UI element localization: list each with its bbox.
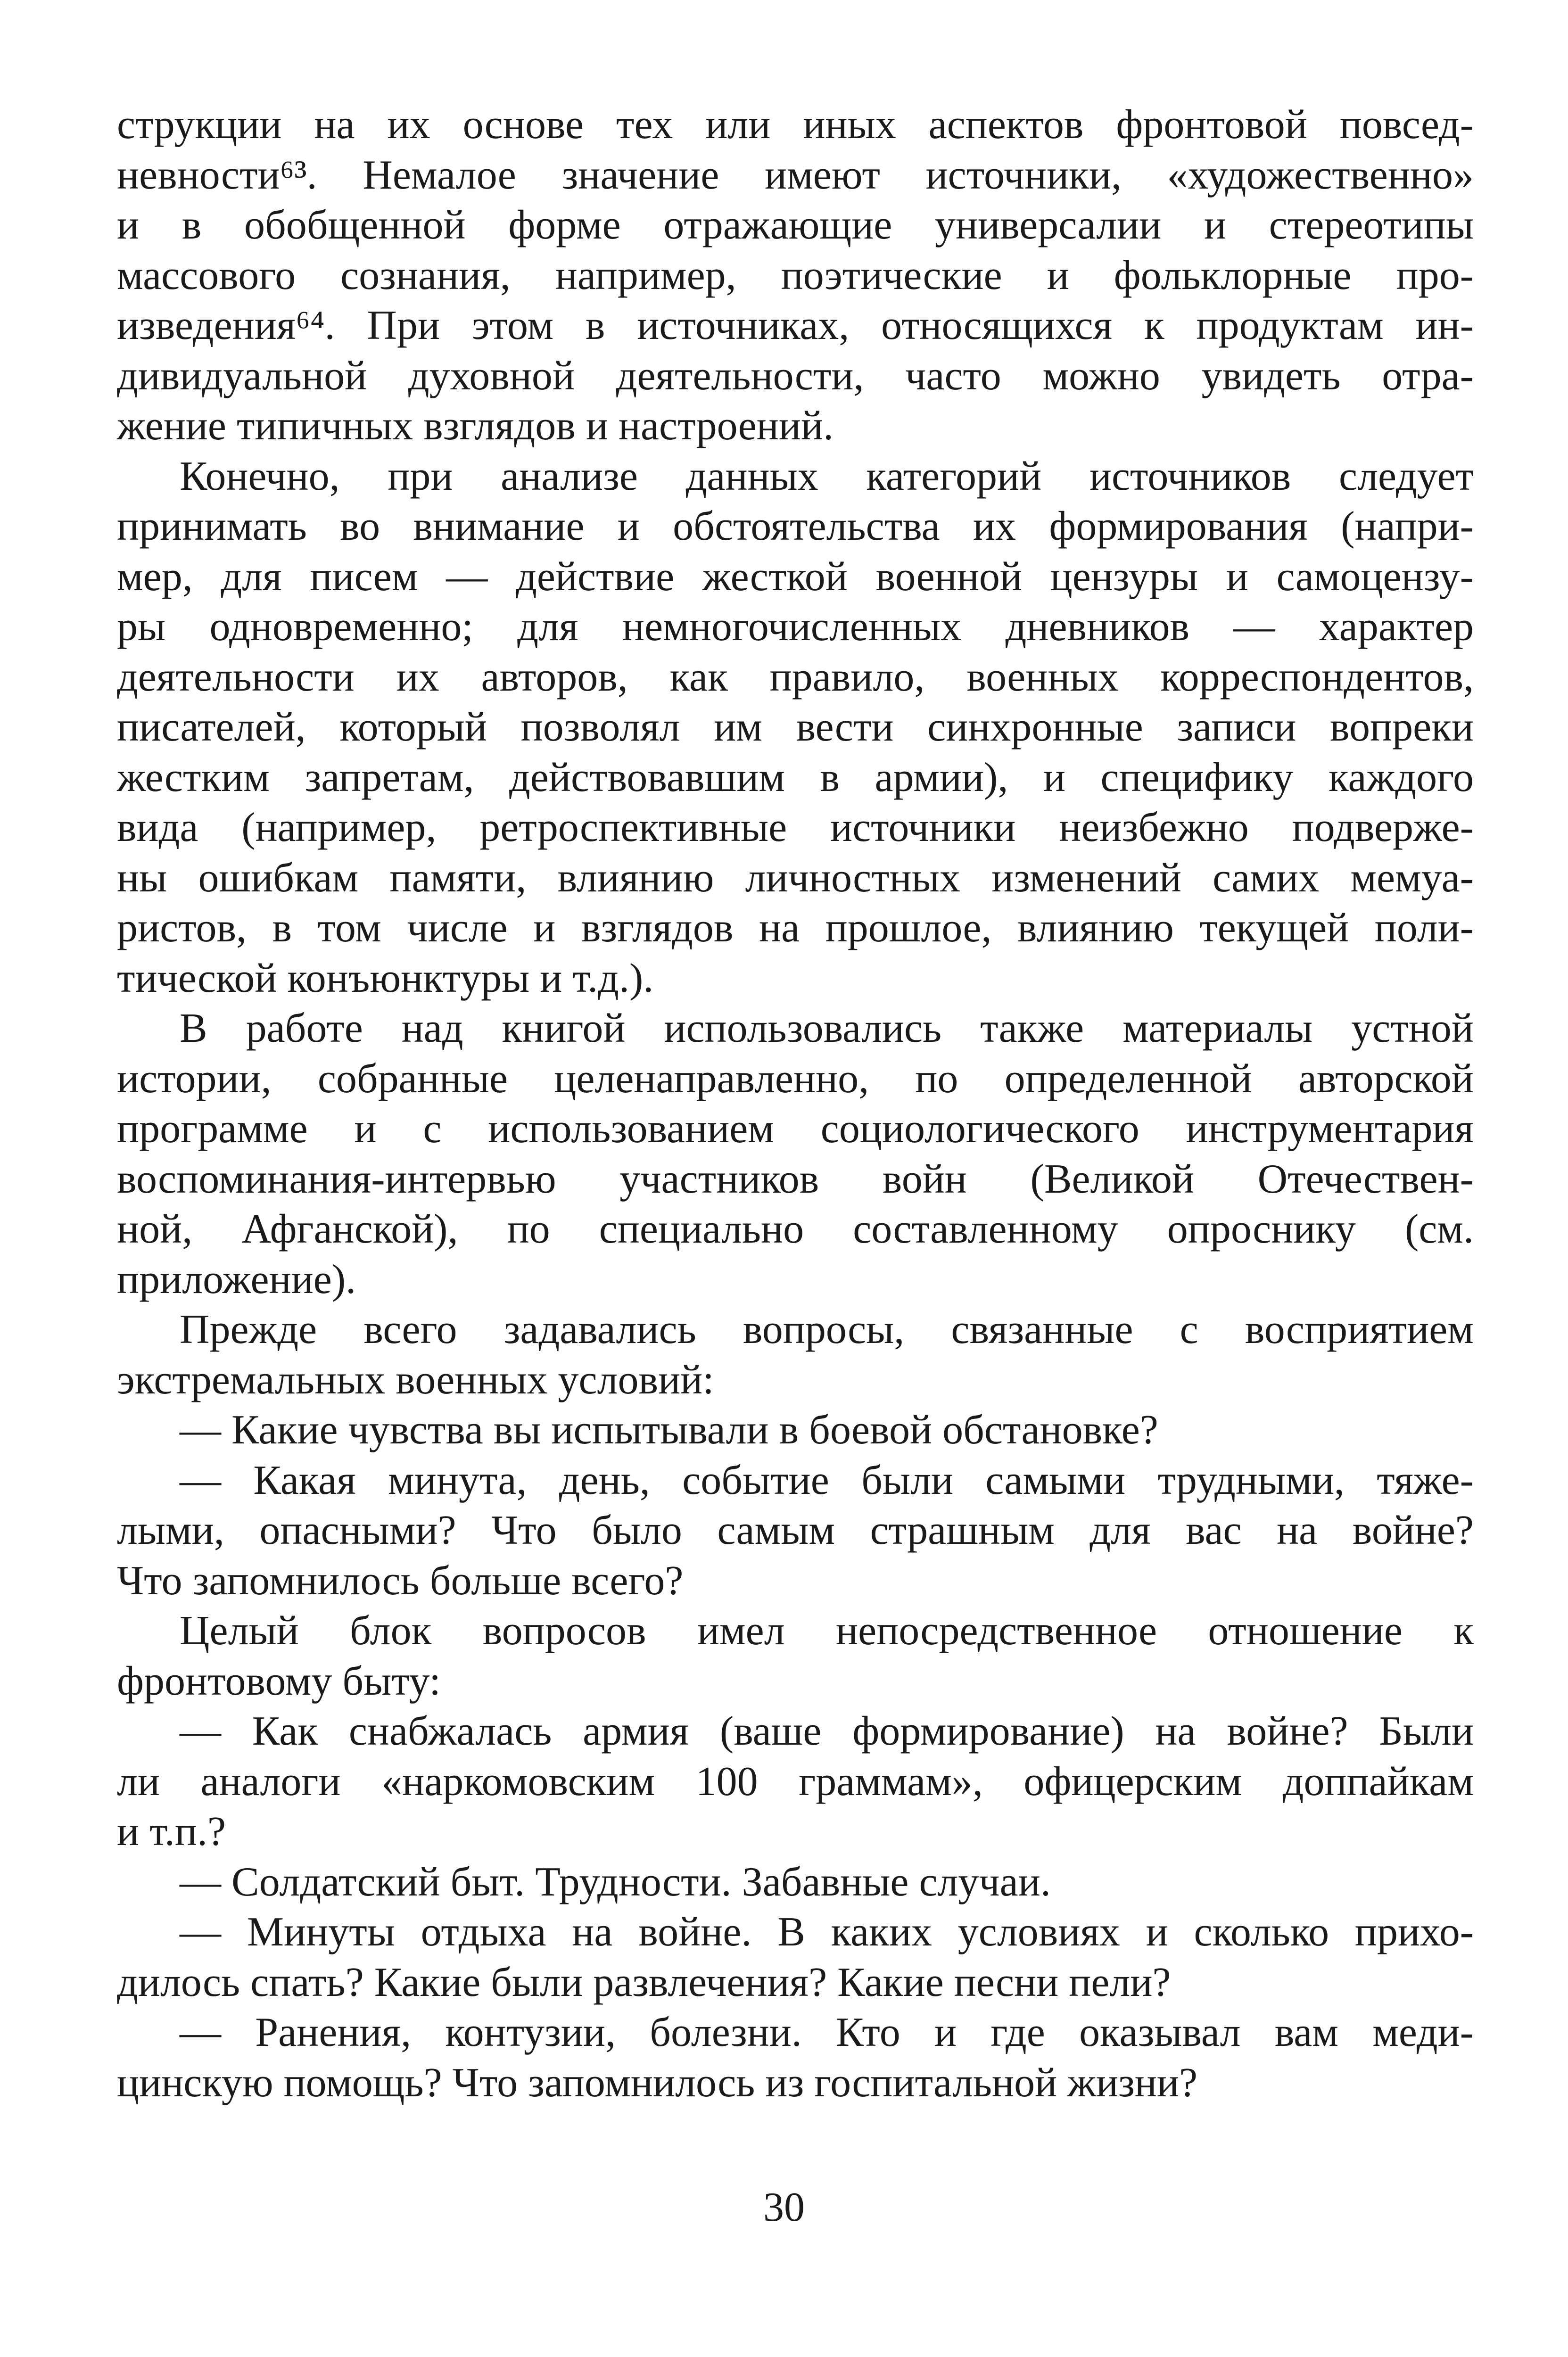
text-line: тической конъюнктуры и т.д.). bbox=[117, 955, 654, 1001]
text-line: деятельности их авторов, как правило, военных корреспондентов, bbox=[117, 654, 1474, 700]
text-line: лыми, опасными? Что было самым страшным для вас на войне? bbox=[117, 1508, 1474, 1553]
text-line: писателей, который позволял им вести синхронные записи вопреки bbox=[117, 704, 1474, 750]
text-line: — Ранения, контузии, болезни. Кто и где оказывал вам меди- bbox=[180, 2010, 1474, 2055]
body-text bbox=[117, 100, 1474, 2108]
text-line: изведения⁶⁴. При этом в источниках, относящихся к продуктам ин- bbox=[117, 303, 1474, 348]
text-line: дивидуальной духовной деятельности, часто можно увидеть отра- bbox=[117, 353, 1474, 399]
text-line: вида (например, ретроспективные источники неизбежно подверже- bbox=[117, 805, 1474, 850]
text-line: программе и с использованием социологического инструментария bbox=[117, 1106, 1474, 1152]
text-line: Конечно, при анализе данных категорий источников следует bbox=[180, 453, 1474, 499]
text-line: жестким запретам, действовавшим в армии), и специфику каждого bbox=[117, 754, 1474, 800]
text-line: ли аналоги «наркомовским 100 граммам», офицерским доппайкам bbox=[117, 1758, 1474, 1805]
text-line: массового сознания, например, поэтические и фольклорные про- bbox=[117, 252, 1474, 298]
text-line: приложение). bbox=[117, 1256, 356, 1302]
text-line: В работе над книгой использовались также материалы устной bbox=[180, 1005, 1474, 1051]
text-line: мер, для писем — действие жесткой военной цензуры и самоцензу- bbox=[117, 553, 1474, 600]
text-line: ной, Афганской), по специально составленному опроснику (см. bbox=[117, 1206, 1474, 1252]
text-line: — Минуты отдыха на войне. В каких условиях и сколько прихо- bbox=[180, 1909, 1474, 1955]
text-line: жение типичных взглядов и настроений. bbox=[117, 403, 834, 449]
text-line: ры одновременно; для немногочисленных дневников — характер bbox=[117, 604, 1474, 650]
text-line: Целый блок вопросов имел непосредственное отношение к bbox=[180, 1608, 1474, 1654]
text-line: — Солдатский быт. Трудности. Забавные случаи. bbox=[180, 1859, 1051, 1905]
text-line: и т.п.? bbox=[117, 1809, 226, 1854]
text-line: цинскую помощь? Что запомнилось из госпитальной жизни? bbox=[117, 2060, 1198, 2106]
text-line: и в обобщенной форме отражающие универсалии и стереотипы bbox=[117, 202, 1474, 248]
text-line: — Как снабжалась армия (ваше формирование) на войне? Были bbox=[180, 1708, 1474, 1754]
text-line: принимать во внимание и обстоятельства их формирования (напри- bbox=[117, 503, 1474, 549]
text-line: дилось спать? Какие были развлечения? Какие песни пели? bbox=[117, 1959, 1171, 2005]
text-line: воспоминания-интервью участников войн (Великой Отечествен- bbox=[117, 1156, 1474, 1202]
text-line: экстремальных военных условий: bbox=[117, 1357, 714, 1403]
text-line: струкции на их основе тех или иных аспектов фронтовой повсед- bbox=[117, 102, 1474, 148]
text-line: невности⁶³. Немалое значение имеют источники, «художественно» bbox=[117, 152, 1474, 198]
text-line: Прежде всего задавались вопросы, связанные с восприятием bbox=[180, 1307, 1474, 1352]
text-line: фронтовому быту: bbox=[117, 1658, 441, 1704]
text-line: — Какие чувства вы испытывали в боевой обстановке? bbox=[180, 1407, 1158, 1453]
text-line: истории, собранные целенаправленно, по определенной авторской bbox=[117, 1055, 1474, 1102]
text-line: — Какая минута, день, событие были самыми трудными, тяже- bbox=[180, 1457, 1474, 1503]
text-line: ны ошибкам памяти, влиянию личностных изменений самих мемуа- bbox=[117, 855, 1474, 901]
page-number: 30 bbox=[763, 2184, 805, 2230]
text-line: Что запомнилось больше всего? bbox=[117, 1558, 684, 1604]
text-line: ристов, в том числе и взглядов на прошлое, влиянию текущей поли- bbox=[117, 905, 1474, 951]
